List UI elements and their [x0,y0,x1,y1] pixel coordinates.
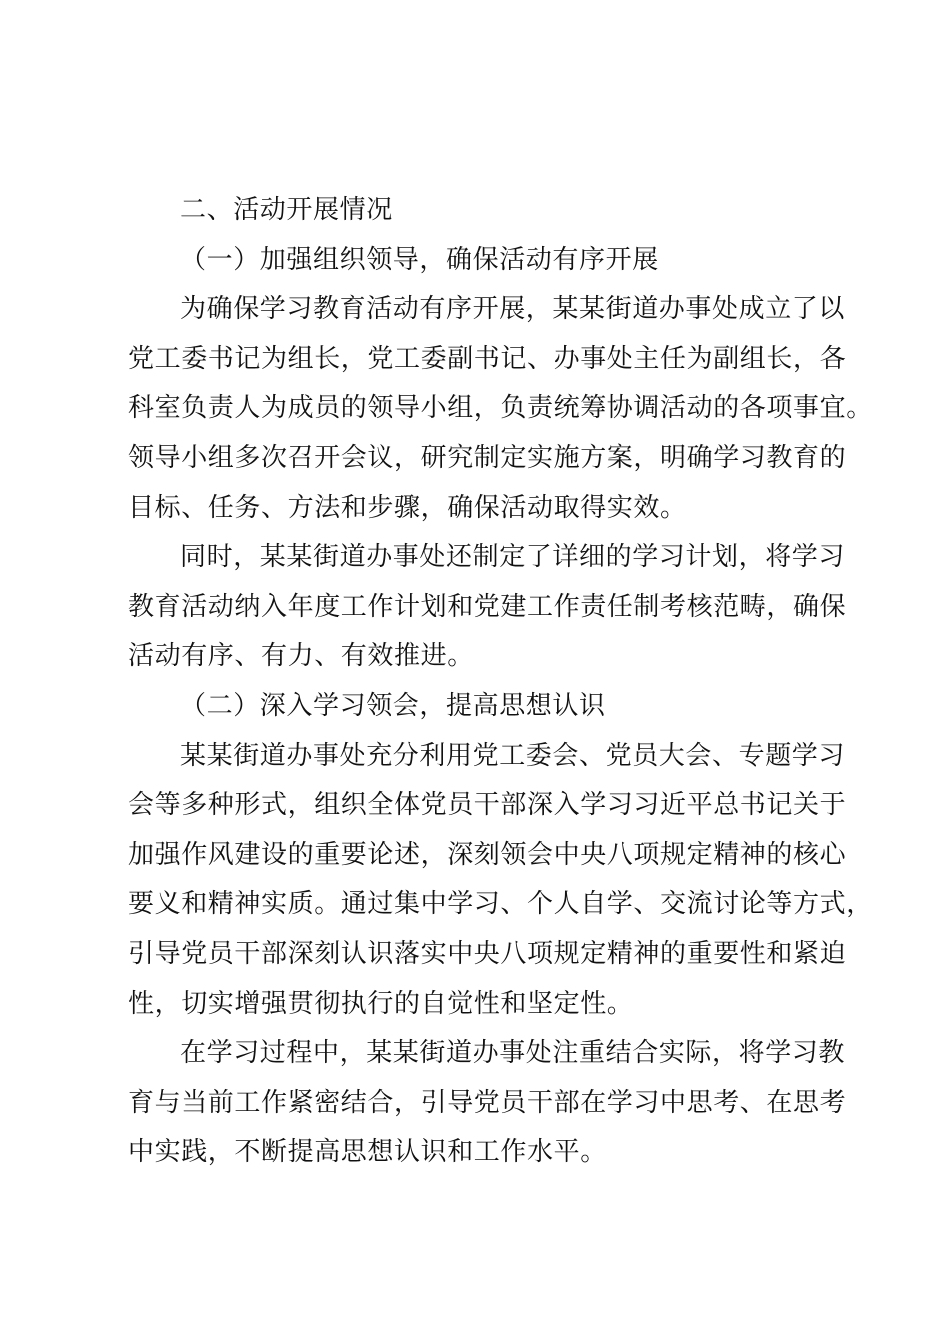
text-line: 性，切实增强贯彻执行的自觉性和坚定性。 [128,988,634,1019]
subsection-heading: （一）加强组织领导，确保活动有序开展 [180,244,659,275]
text-line: 育与当前工作紧密结合，引导党员干部在学习中思考、在思考 [128,1087,847,1118]
text-line: 要义和精神实质。通过集中学习、个人自学、交流讨论等方式， [128,889,873,920]
text-line: 中实践，不断提高思想认识和工作水平。 [128,1137,607,1168]
subsection-heading: （二）深入学习领会，提高思想认识 [180,690,606,721]
text-line: 引导党员干部深刻认识落实中央八项规定精神的重要性和紧迫 [128,938,847,969]
text-line: 科室负责人为成员的领导小组，负责统筹协调活动的各项事宜。 [128,393,873,424]
text-line: 加强作风建设的重要论述，深刻领会中央八项规定精神的核心 [128,839,847,870]
text-line: 教育活动纳入年度工作计划和党建工作责任制考核范畴，确保 [128,591,847,622]
text-line: 活动有序、有力、有效推进。 [128,641,474,672]
text-line: 为确保学习教育活动有序开展，某某街道办事处成立了以 [180,294,846,325]
text-line: 在学习过程中，某某街道办事处注重结合实际，将学习教 [180,1038,846,1069]
document-body [128,186,873,1178]
text-line: 某某街道办事处充分利用党工委会、党员大会、专题学习 [180,740,846,771]
text-line: 党工委书记为组长，党工委副书记、办事处主任为副组长，各 [128,343,847,374]
text-line: 同时，某某街道办事处还制定了详细的学习计划，将学习 [180,542,846,573]
text-line: 会等多种形式，组织全体党员干部深入学习习近平总书记关于 [128,790,847,821]
section-heading: 二、活动开展情况 [180,195,393,225]
text-line: 领导小组多次召开会议，研究制定实施方案，明确学习教育的 [128,442,847,473]
text-line: 目标、任务、方法和步骤，确保活动取得实效。 [128,492,687,523]
